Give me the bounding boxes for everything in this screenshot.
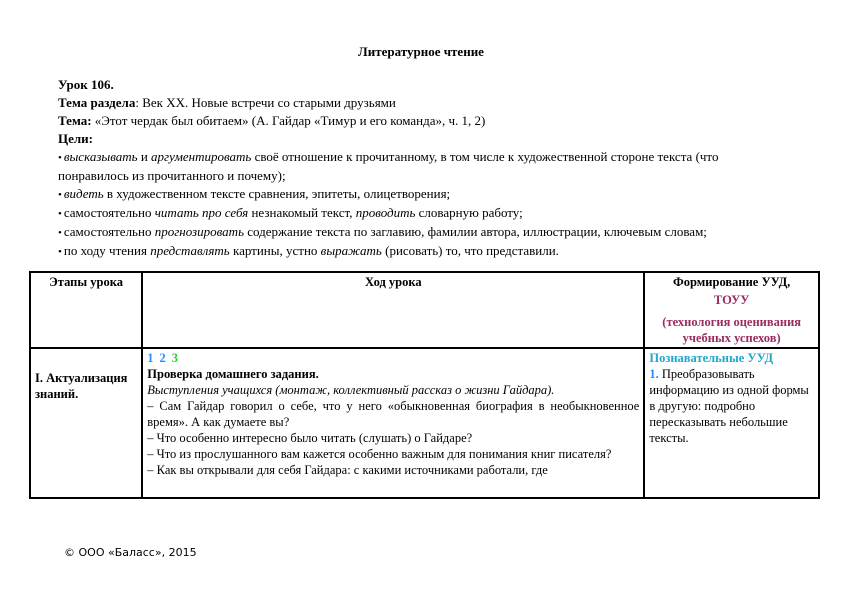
lesson-table — [29, 271, 820, 499]
goal-text: читать про себя — [154, 205, 249, 220]
header-uud — [644, 272, 819, 348]
header-touu-full: (технология оценивания учебных успехов) — [662, 315, 802, 345]
goal-text: представлять — [150, 243, 230, 258]
course-intro: Выступления учащихся (монтаж, коллективный рассказ о жизни Гайдара). — [147, 383, 555, 397]
header-uud-label: Формирование УУД, — [673, 275, 791, 289]
lesson-header — [58, 76, 785, 261]
uud-item-number: 1. — [649, 367, 659, 381]
lesson-number: Урок 106. — [58, 77, 114, 92]
step-number-1: 1 — [147, 351, 154, 365]
header-touu: ТОУУ — [713, 293, 750, 307]
goal-text: содержание текста по заглавию, фамилии автора, иллюстрации, ключевым словам; — [243, 224, 707, 239]
uud-title: Познавательные УУД — [649, 351, 774, 365]
copyright-footer: © ООО «Баласс», 2015 — [64, 546, 197, 559]
step-number-2: 2 — [159, 351, 166, 365]
table-header-row — [30, 272, 819, 348]
table-row — [30, 348, 819, 498]
uud-item — [649, 366, 814, 446]
goal-item — [58, 204, 785, 223]
goal-text: выражать — [320, 243, 382, 258]
goal-text: высказывать — [63, 149, 138, 164]
goal-text: словарную работу; — [415, 205, 523, 220]
stage-cell — [30, 348, 142, 498]
header-course: Ход урока — [142, 272, 644, 348]
section-value: : Век ХХ. Новые встречи со старыми друзьями — [135, 95, 396, 110]
header-stages: Этапы урока — [30, 272, 142, 348]
course-line: – Сам Гайдар говорил о себе, что у него «обыкновенная биография в необыкновенное время». А как думаете вы? — [147, 399, 640, 429]
goal-item — [58, 223, 785, 242]
course-heading: Проверка домашнего задания. — [147, 367, 319, 381]
goal-item — [58, 185, 785, 204]
uud-cell — [644, 348, 819, 498]
goal-item — [58, 242, 785, 261]
goal-item — [58, 148, 785, 185]
topic-label: Тема: — [58, 113, 92, 128]
step-number-3: 3 — [171, 351, 179, 365]
topic-value: «Этот чердак был обитаем» (А. Гайдар «Тимур и его команда», ч. 1, 2) — [91, 113, 486, 128]
goals-label: Цели: — [58, 131, 93, 146]
goal-text: и — [137, 149, 152, 164]
course-line: – Что особенно интересно было читать (слушать) о Гайдаре? — [147, 431, 473, 445]
course-line: – Как вы открывали для себя Гайдара: с какими источниками работали, где — [147, 463, 548, 477]
goal-text: прогнозировать — [154, 224, 244, 239]
goal-text: по ходу чтения — [63, 243, 151, 258]
goal-text: в художественном тексте сравнения, эпитеты, олицетворения; — [103, 186, 451, 201]
stage-name: I. Актуализация знаний. — [35, 371, 128, 401]
topic-line — [58, 112, 785, 130]
goals-list — [58, 148, 785, 261]
goal-text: картины, устно — [229, 243, 321, 258]
goal-text: проводить — [355, 205, 416, 220]
goal-text: видеть — [63, 186, 104, 201]
section-label: Тема раздела — [58, 95, 136, 110]
goal-text: самостоятельно — [63, 224, 155, 239]
course-line: – Что из прослушанного вам кажется особенно важным для понимания книг писателя? — [147, 447, 612, 461]
step-numbers — [147, 350, 639, 366]
page-title: Литературное чтение — [358, 44, 484, 59]
goal-text: аргументировать — [151, 149, 252, 164]
uud-item-text: Преобразовывать информацию из одной формы в другую: подробно пересказывать небольшие тексты. — [649, 367, 809, 445]
goal-text: своё отношение к прочитанному, в том числе к художественной стороне текста (что понравилось из прочитанного и почему); — [58, 149, 719, 183]
goal-text: (рисовать) то, что представили. — [381, 243, 559, 258]
course-cell — [142, 348, 644, 498]
section-line — [58, 94, 785, 112]
goal-text: незнакомый текст, — [248, 205, 356, 220]
goal-text: самостоятельно — [63, 205, 155, 220]
